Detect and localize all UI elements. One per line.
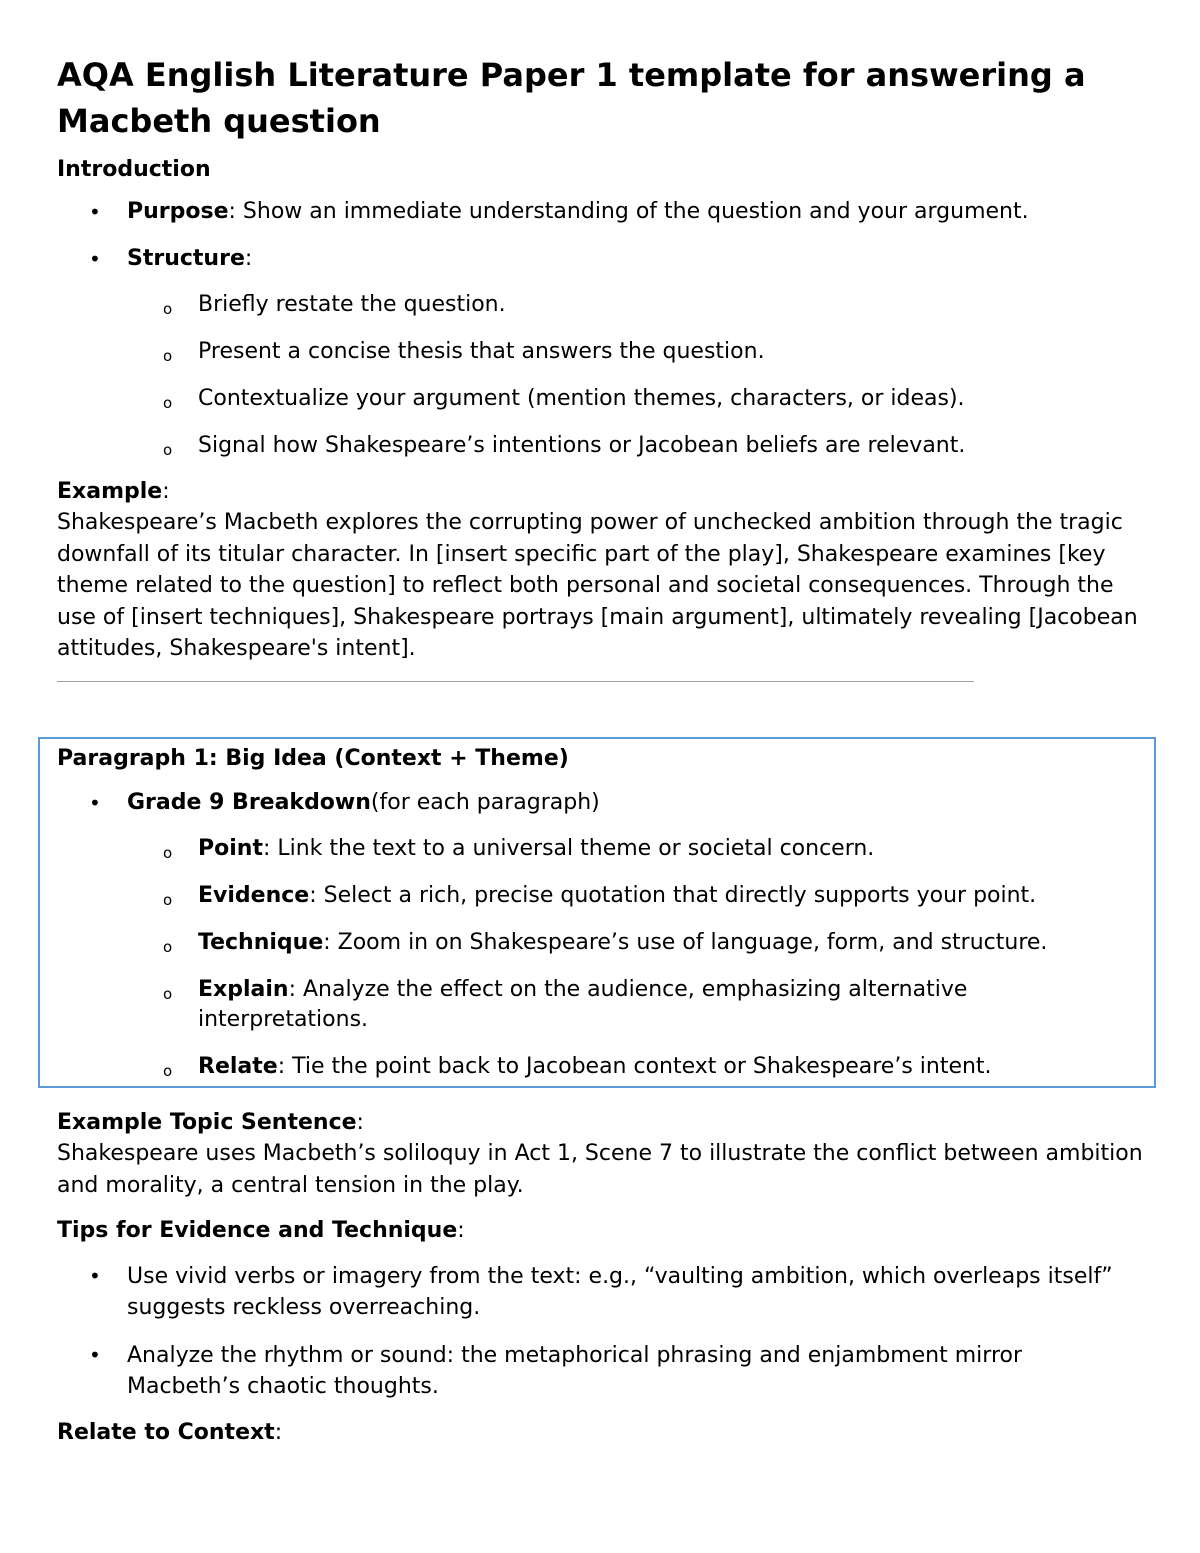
explain-label: Explain [198,977,289,1002]
tips-heading [57,1217,1147,1245]
horizontal-divider [57,681,974,682]
paragraph1-section [57,745,1147,1099]
list-item-breakdown [57,789,1147,817]
topic-sentence-text: Shakespeare uses Macbeth’s soliloquy in Act 1, Scene 7 to illustrate the conflict between ambition and morality, a central tension in the play. [57,1141,1143,1198]
list-item: • Analyze the rhythm or sound: the metaphorical phrasing and enjambment mirror Macbeth’s chaotic thoughts. [57,1340,1147,1402]
example-colon: : [162,479,170,504]
list-item: o Briefly restate the question. [57,290,1147,320]
context-colon: : [274,1420,283,1445]
list-item-point [57,834,1147,864]
technique-text: : Zoom in on Shakespeare’s use of language, form, and structure. [323,930,1048,955]
example-heading [57,477,1147,507]
paragraph1-heading: Paragraph 1: Big Idea (Context + Theme) [57,746,569,771]
breakdown-sublist [57,834,1147,1082]
tips-colon: : [457,1218,465,1243]
list-item-structure [57,245,1147,273]
list-item-relate [57,1052,1147,1082]
structure-sublist [57,290,1147,461]
list-item: o Signal how Shakespeare’s intentions or Jacobean beliefs are relevant. [57,431,1147,461]
explain-text: : Analyze the effect on the audience, emphasizing alternative interpretations. [198,977,968,1032]
topic-sentence-colon: : [356,1110,364,1135]
page-title: AQA English Literature Paper 1 template for answering a Macbeth question [57,56,1086,140]
topic-sentence-heading [57,1108,1147,1138]
context-label: Relate to Context [57,1420,275,1445]
example-paragraph: Shakespeare’s Macbeth explores the corrupting power of unchecked ambition through the tragic downfall of its titular character. In [insert specific part of the play], Shakespeare examines [key theme related to the question] to reflect both personal and societal consequences. Through the use of [insert techniques], Shakespeare portrays [main argument], ultimately revealing [Jacobean attitudes, Shakespeare's intent]. [57,510,1138,661]
structure-colon: : [244,246,253,271]
point-text: : Link the text to a universal theme or societal concern. [262,836,875,861]
relate-label: Relate [198,1054,278,1079]
document-body [57,52,1147,682]
list-item-evidence [57,881,1147,911]
list-item: o Present a concise thesis that answers the question. [57,337,1147,367]
breakdown-list [57,789,1147,817]
tips-label: Tips for Evidence and Technique [57,1218,458,1243]
introduction-heading: Introduction [57,157,211,182]
relate-text: : Tie the point back to Jacobean context or Shakespeare’s intent. [277,1054,992,1079]
evidence-text: : Select a rich, precise quotation that directly supports your point. [309,883,1037,908]
evidence-label: Evidence [198,883,310,908]
tips-list [57,1261,1147,1402]
introduction-list [57,198,1147,273]
purpose-label: Purpose [127,199,229,224]
post-box-section [57,1108,1147,1461]
context-heading [57,1419,1147,1447]
breakdown-suffix: (for each paragraph) [370,790,600,815]
breakdown-label: Grade 9 Breakdown [127,790,371,815]
list-item-explain [57,975,1147,1035]
point-label: Point [198,836,263,861]
list-item-technique [57,928,1147,958]
list-item-purpose [57,198,1147,226]
technique-label: Technique [198,930,324,955]
example-label: Example [57,479,163,504]
structure-label: Structure [127,246,245,271]
list-item: o Contextualize your argument (mention themes, characters, or ideas). [57,384,1147,414]
purpose-text: : Show an immediate understanding of the question and your argument. [228,199,1029,224]
topic-sentence-label: Example Topic Sentence [57,1110,357,1135]
list-item: • Use vivid verbs or imagery from the text: e.g., “vaulting ambition, which overleaps itself” suggests reckless overreaching. [57,1261,1147,1323]
